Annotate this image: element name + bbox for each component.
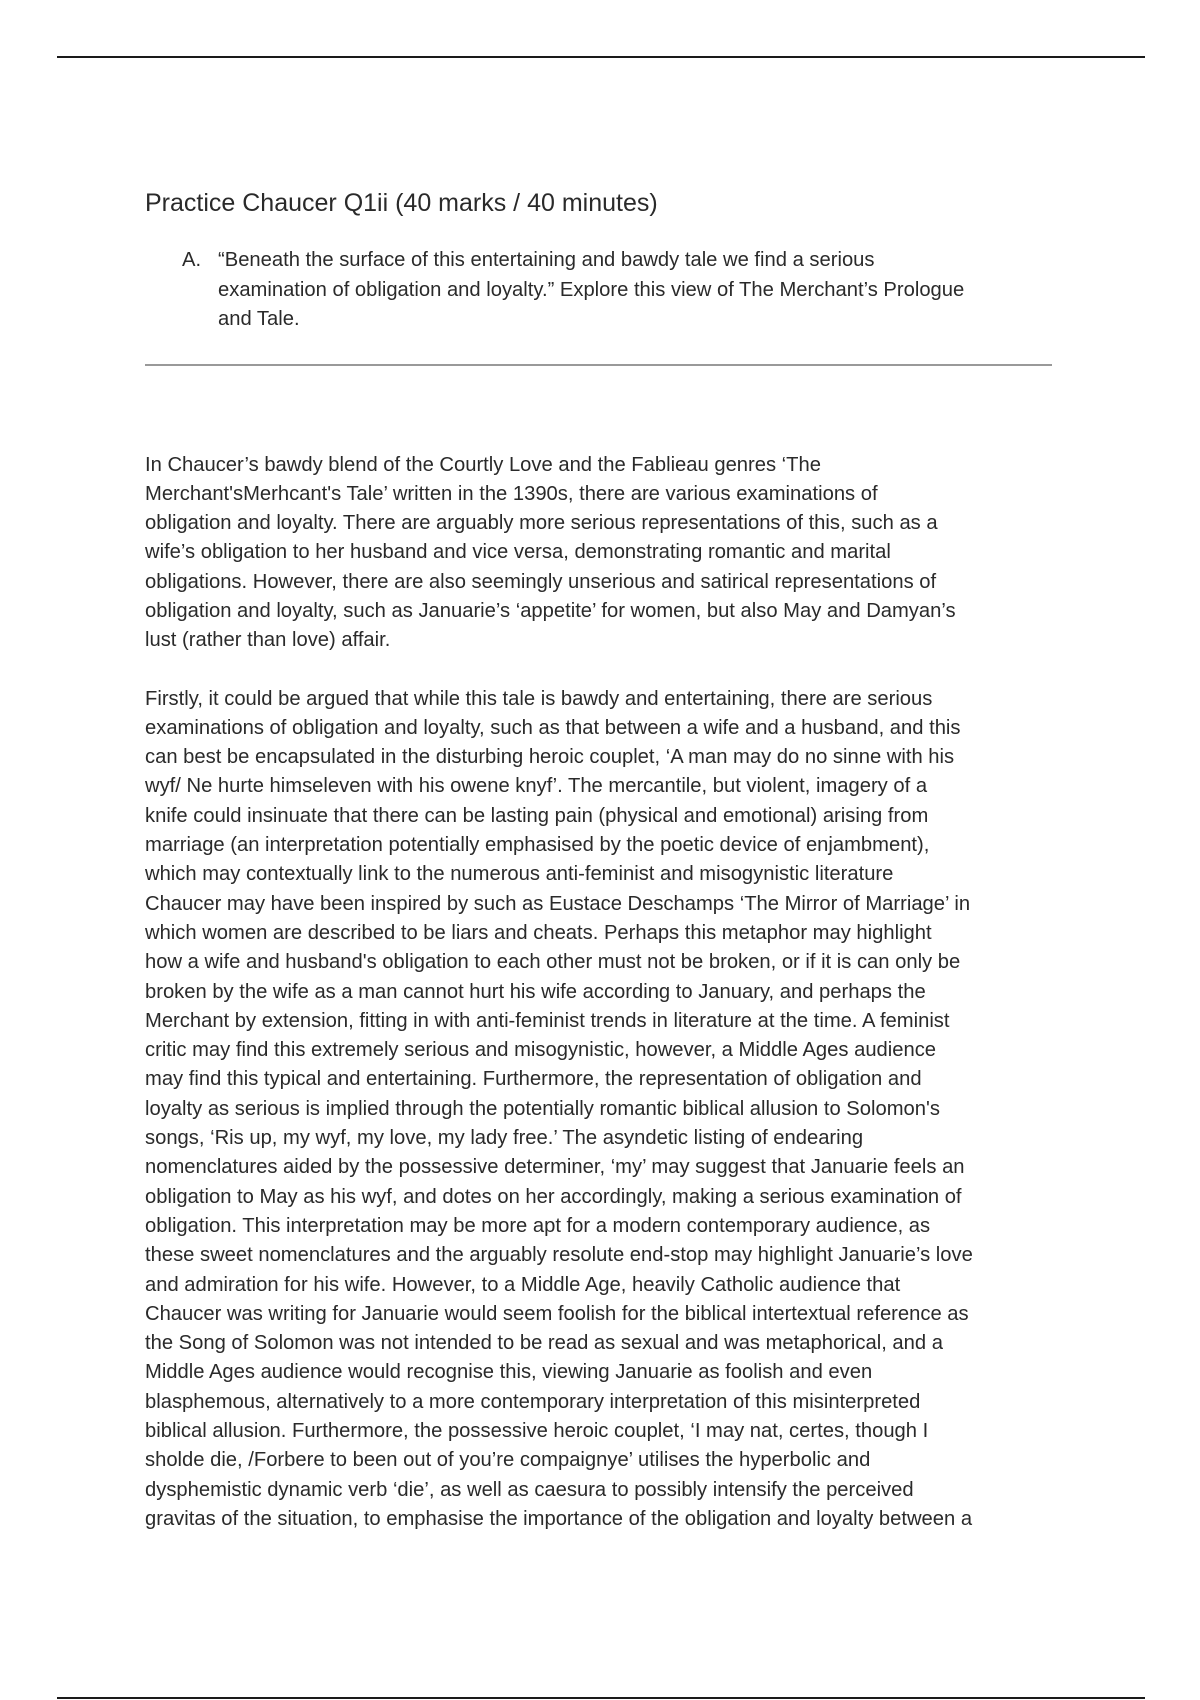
question-line: and Tale.	[218, 308, 300, 330]
essay-body	[145, 451, 1060, 1535]
essay-line: wyf/ Ne hurte himseleven with his owene knyf’. The mercantile, but violent, imagery of a	[145, 775, 928, 798]
essay-line: obligations. However, there are also seemingly unserious and satirical representations of	[145, 570, 937, 593]
essay-line: which may contextually link to the numerous anti-feminist and misogynistic literature	[145, 863, 894, 886]
question-line: examination of obligation and loyalty.” Explore this view of The Merchant’s Prologue	[218, 278, 965, 301]
essay-line: gravitas of the situation, to emphasise the importance of the obligation and loyalty between a	[145, 1507, 973, 1530]
page-title: Practice Chaucer Q1ii (40 marks / 40 minutes)	[145, 189, 658, 217]
essay-line: can best be encapsulated in the disturbing heroic couplet, ‘A man may do no sinne with his	[145, 746, 955, 769]
essay-line: broken by the wife as a man cannot hurt his wife according to January, and perhaps the	[145, 980, 926, 1003]
document-body	[145, 183, 1060, 1563]
essay-line: Merchant'sMerhcant's Tale’ written in the 1390s, there are various examinations of	[145, 482, 878, 505]
question-line: “Beneath the surface of this entertaining and bawdy tale we find a serious	[218, 249, 875, 271]
essay-line: wife’s obligation to her husband and vice versa, demonstrating romantic and marital	[145, 541, 891, 564]
essay-line: the Song of Solomon was not intended to be read as sexual and was metaphorical, and a	[145, 1332, 943, 1355]
essay-line: critic may find this extremely serious and misogynistic, however, a Middle Ages audience	[145, 1039, 937, 1062]
essay-line: In Chaucer’s bawdy blend of the Courtly Love and the Fablieau genres ‘The	[145, 453, 821, 476]
essay-line: these sweet nomenclatures and the arguably resolute end-stop may highlight Januarie’s love	[145, 1244, 973, 1267]
essay-line: knife could insinuate that there can be lasting pain (physical and emotional) arising from	[145, 804, 929, 827]
section-divider	[145, 364, 1052, 366]
essay-line: Chaucer may have been inspired by such as Eustace Deschamps ‘The Mirror of Marriage’ in	[145, 892, 971, 915]
essay-line: marriage (an interpretation potentially emphasised by the poetic device of enjambment),	[145, 834, 930, 857]
essay-line: obligation. This interpretation may be more apt for a modern contemporary audience, as	[145, 1214, 931, 1237]
bottom-rule	[57, 1697, 1145, 1699]
essay-line: obligation to May as his wyf, and dotes on her accordingly, making a serious examination of	[145, 1185, 962, 1208]
essay-line: lust (rather than love) affair.	[145, 629, 391, 652]
essay-line: sholde die, /Forbere to been out of you’re compaignye’ utilises the hyperbolic and	[145, 1449, 871, 1472]
essay-line: loyalty as serious is implied through the potentially romantic biblical allusion to Solomon's	[145, 1097, 940, 1120]
question-text	[218, 246, 1060, 335]
essay-line: which women are described to be liars and cheats. Perhaps this metaphor may highlight	[145, 921, 932, 944]
essay-line: Middle Ages audience would recognise this, viewing Januarie as foolish and even	[145, 1361, 873, 1384]
essay-line: nomenclatures aided by the possessive determiner, ‘my’ may suggest that Januarie feels an	[145, 1156, 965, 1179]
essay-line: examinations of obligation and loyalty, such as that between a wife and a husband, and this	[145, 716, 961, 739]
question-item	[182, 246, 1060, 335]
essay-line: Firstly, it could be argued that while this tale is bawdy and entertaining, there are serious	[145, 687, 933, 710]
essay-line: dysphemistic dynamic verb ‘die’, as well as caesura to possibly intensify the perceived	[145, 1478, 914, 1501]
essay-line: may find this typical and entertaining. Furthermore, the representation of obligation and	[145, 1068, 922, 1091]
essay-line: blasphemous, alternatively to a more contemporary interpretation of this misinterpreted	[145, 1390, 921, 1413]
essay-line: Chaucer was writing for Januarie would seem foolish for the biblical intertextual reference as	[145, 1302, 969, 1325]
essay-line: obligation and loyalty. There are arguably more serious representations of this, such as a	[145, 512, 938, 535]
essay-line: songs, ‘Ris up, my wyf, my love, my lady free.’ The asyndetic listing of endearing	[145, 1127, 864, 1150]
essay-paragraph-intro	[145, 451, 1060, 656]
essay-line: Merchant by extension, fitting in with anti-feminist trends in literature at the time. A feminist	[145, 1009, 950, 1032]
top-rule	[57, 56, 1145, 58]
essay-line: and admiration for his wife. However, to a Middle Age, heavily Catholic audience that	[145, 1273, 901, 1296]
essay-paragraph-body	[145, 685, 1060, 1535]
essay-line: obligation and loyalty, such as Januarie’s ‘appetite’ for women, but also May and Damyan’s	[145, 599, 956, 622]
essay-line: biblical allusion. Furthermore, the possessive heroic couplet, ‘I may nat, certes, though I	[145, 1420, 929, 1442]
essay-line: how a wife and husband's obligation to each other must not be broken, or if it is can only be	[145, 951, 961, 974]
question-list-marker: A.	[182, 249, 202, 271]
